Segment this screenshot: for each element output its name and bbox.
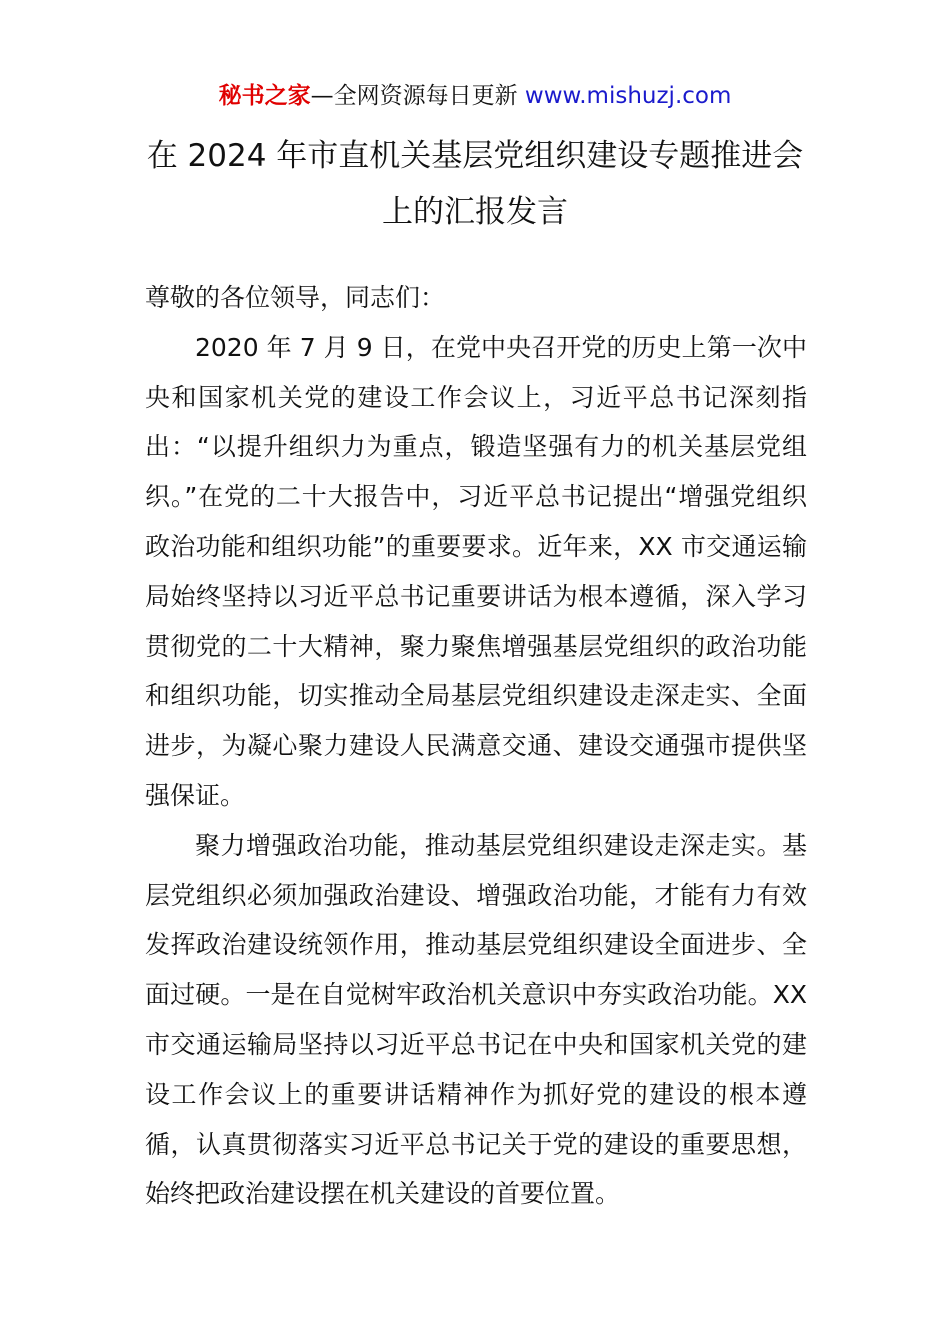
site-header <box>0 80 950 112</box>
document-title <box>100 128 850 240</box>
brand-name: 秘书之家 <box>218 83 311 109</box>
salutation: 尊敬的各位领导，同志们： <box>145 283 446 312</box>
paragraph: 聚力增强政治功能，推动基层党组织建设走深走实。基层党组织必须加强政治建设、增强政治功能，才能有力有效发挥政治建设统领作用，推动基层党组织建设全面进步、全面过硬。一是在自觉树牢政治机关意识中夯实政治功能。XX 市交通运输局坚持以习近平总书记在中央和国家机关党的建设工作会议上的重要讲话精神作为抓好党的建设的根本遵循，认真贯彻落实习近平总书记关于党的建设的重要思想，始终把政治建设摆在机关建设的首要位置。 <box>145 830 807 1209</box>
title-line-1: 在 2024 年市直机关基层党组织建设专题推进会 <box>146 138 804 174</box>
paragraph: 2020 年 7 月 9 日，在党中央召开党的历史上第一次中央和国家机关党的建设工作会议上，习近平总书记深刻指出：“以提升组织力为重点，锻造坚强有力的机关基层党组织。”在党的二十大报告中，习近平总书记提出“增强党组织政治功能和组织功能”的重要要求。近年来，XX 市交通运输局始终坚持以习近平总书记重要讲话为根本遵循，深入学习贯彻党的二十大精神，聚力聚焦增强基层党组织的政治功能和组织功能，切实推动全局基层党组织建设走深走实、全面进步，为凝心聚力建设人民满意交通、建设交通强市提供坚强保证。 <box>145 332 807 810</box>
header-tagline: —全网资源每日更新 <box>310 83 525 109</box>
title-line-2: 上的汇报发言 <box>382 194 568 230</box>
document-body <box>145 273 807 1219</box>
website-link[interactable]: www.mishuzj.com <box>524 83 732 109</box>
